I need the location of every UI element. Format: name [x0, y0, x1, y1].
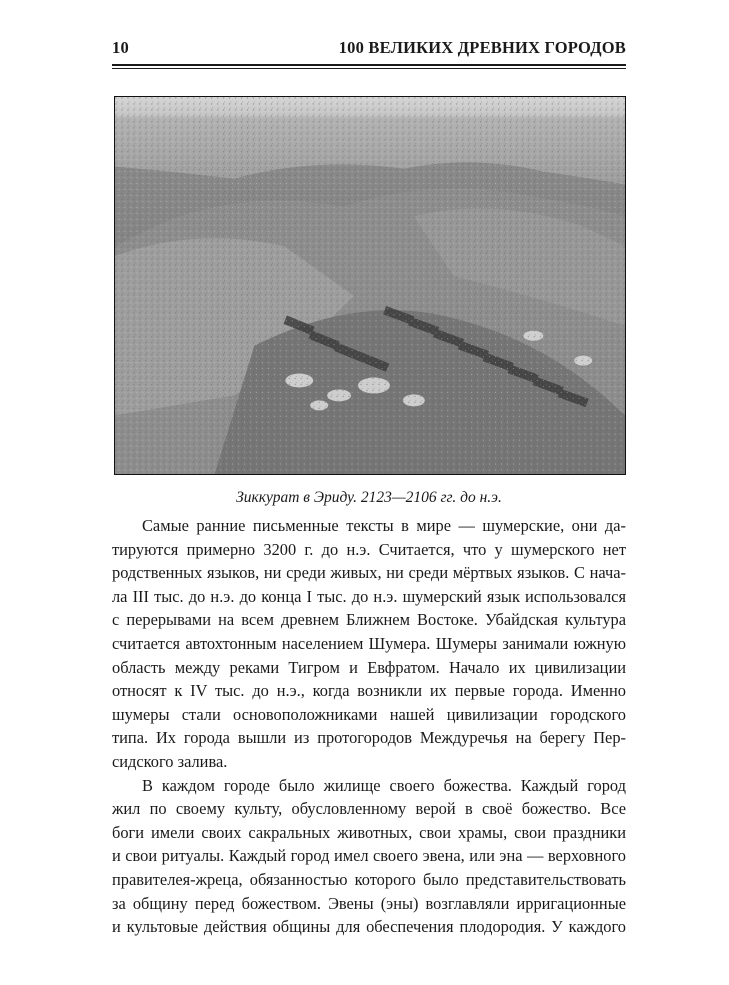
text-line: типа. Их города вышли из протогородов Междуречья на берегу Пер- — [112, 728, 626, 748]
text-line: Самые ранние письменные тексты в мире — шумерские, они да- — [142, 516, 626, 535]
header-rule — [112, 64, 626, 66]
text-line: правителея-жреца, обязанностью которого было представительствовать — [112, 869, 626, 889]
text-line: ла III тыс. до н.э. до конца I тыс. до н.э. шумерский язык использовался — [112, 586, 626, 606]
text-line: за общину перед божеством. Эвены (эны) возглавляли ирригационные — [112, 893, 626, 913]
text-line: и свои ритуалы. Каждый город имел своего эвена, или эна — верховного — [112, 846, 626, 866]
page-number: 10 — [112, 38, 129, 57]
text-line: сидского залива. — [112, 751, 228, 771]
text-line: и культовые действия общины для обеспечения плодородия. У каждого — [112, 917, 626, 937]
text-line: с перерывами на всем древнем Ближнем Востоке. Убайдская культура — [112, 610, 626, 630]
text-line: В каждом городе было жилище своего божества. Каждый город — [142, 775, 626, 795]
text-line: область между реками Тигром и Евфратом. Начало их цивилизации — [112, 657, 626, 677]
text-line: считается автохтонным населением Шумера. Шумеры занимали южную — [112, 633, 626, 653]
book-title: 100 ВЕЛИКИХ ДРЕВНИХ ГОРОДОВ — [338, 38, 626, 57]
running-header — [112, 38, 626, 58]
text-line: боги имели своих сакральных животных, свои храмы, свои праздники — [112, 822, 626, 842]
text-line: родственных языков, ни среди живых, ни среди мёртвых языков. С нача- — [112, 563, 626, 583]
text-line: тируются примерно 3200 г. до н.э. Считается, что у шумерского нет — [112, 539, 626, 559]
figure-caption: Зиккурат в Эриду. 2123—2106 гг. до н.э. — [236, 489, 502, 506]
text-line: шумеры стали основоположниками нашей цивилизации городского — [112, 704, 626, 724]
text-line: относят к IV тыс. до н.э., когда возникли их первые города. Именно — [112, 681, 626, 701]
ziggurat-ruins-illustration — [115, 97, 625, 474]
text-line: жил по своему культу, обусловленному верой в своё божество. Все — [112, 799, 626, 819]
header-rule-thin — [112, 68, 626, 69]
ziggurat-photo — [114, 96, 626, 475]
body-text — [112, 514, 626, 939]
